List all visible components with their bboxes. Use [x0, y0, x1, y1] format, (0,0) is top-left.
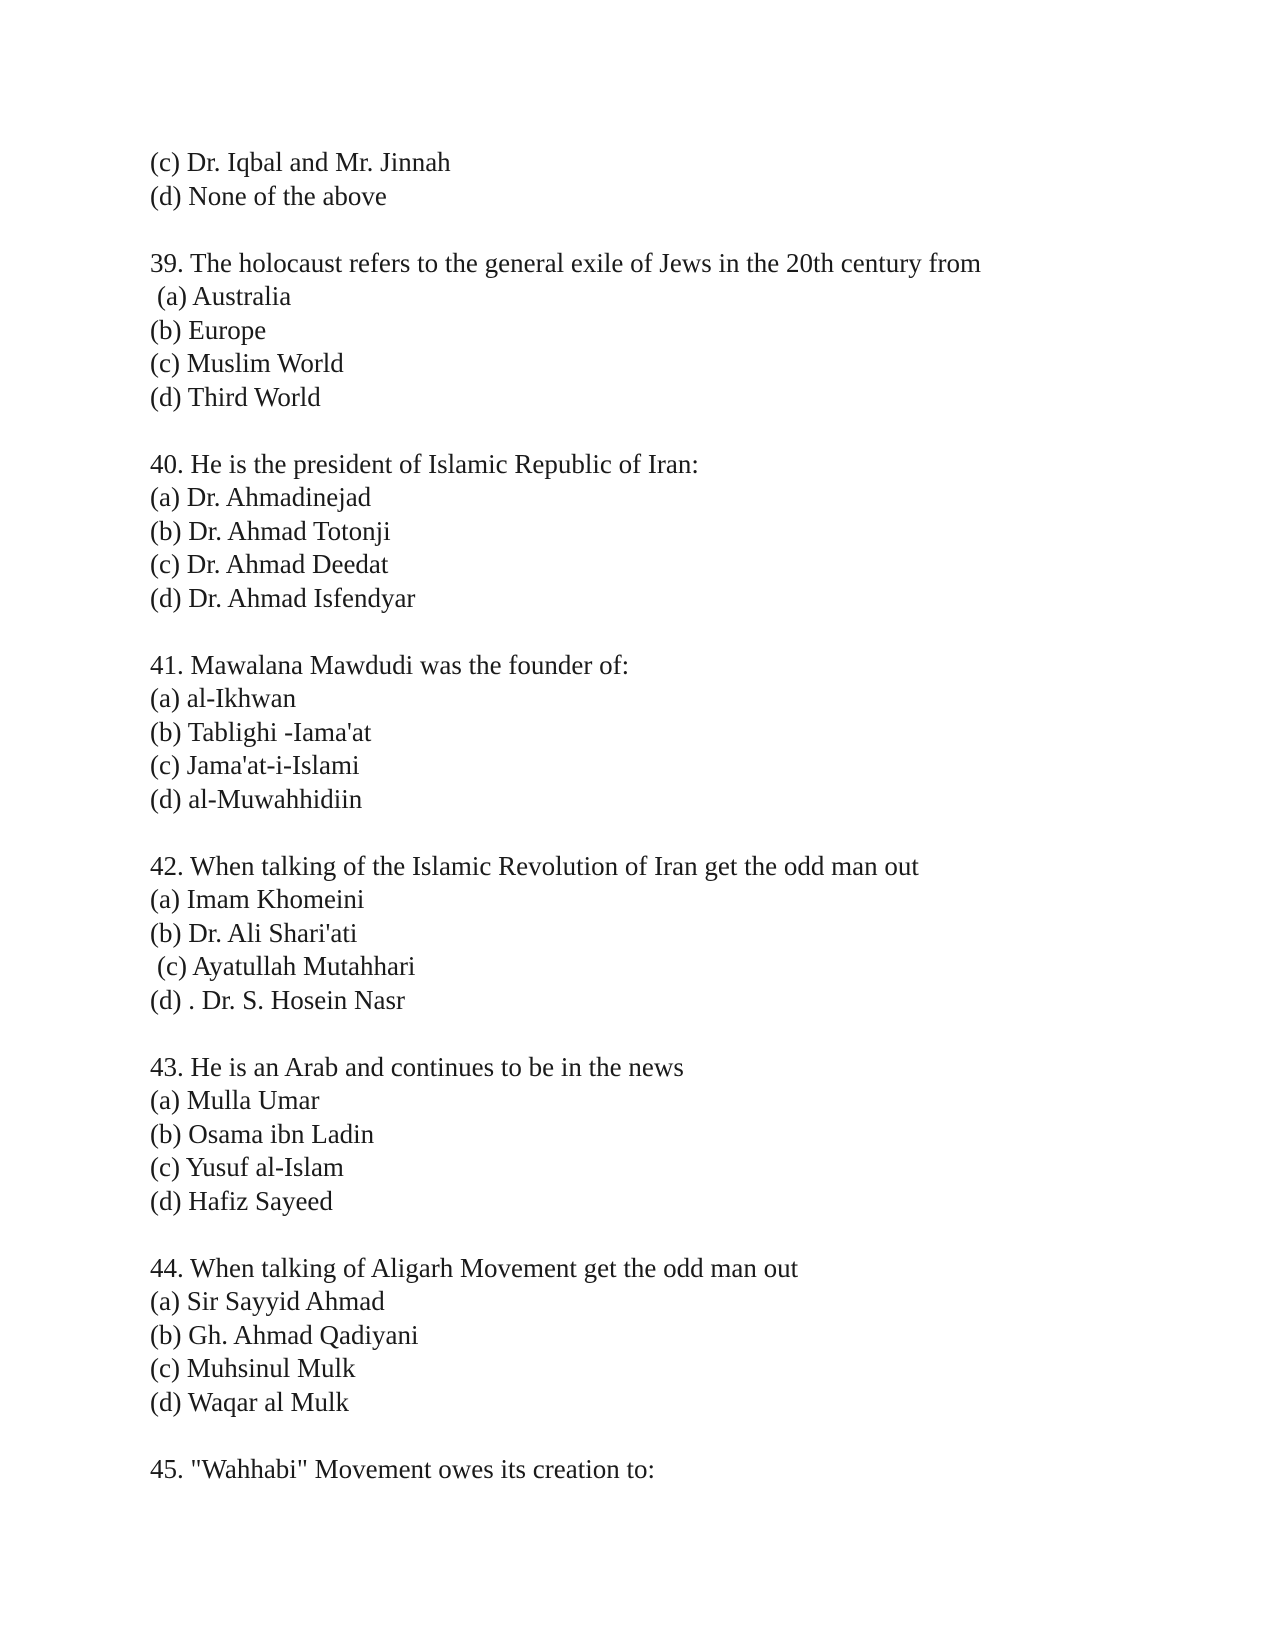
question-text: 45. "Wahhabi" Movement owes its creation to:	[150, 1453, 656, 1484]
question-39	[150, 247, 1230, 415]
option-d: (d) Third World	[150, 381, 321, 412]
question-text: 39. The holocaust refers to the general exile of Jews in the 20th century from	[150, 247, 981, 278]
option-a: (a) Dr. Ahmadinejad	[150, 482, 372, 512]
option-b: (b) Tablighi -Iama'at	[150, 716, 372, 747]
option-a: (a) Sir Sayyid Ahmad	[150, 1286, 385, 1316]
option-c: (c) Muhsinul Mulk	[150, 1353, 356, 1383]
question-40	[150, 448, 1230, 616]
option-c: (c) Dr. Iqbal and Mr. Jinnah	[150, 147, 451, 177]
option-d: (d) Waqar al Mulk	[150, 1386, 350, 1417]
carryover-options	[150, 146, 1230, 213]
page-content	[150, 146, 1230, 1486]
option-d: (d) Hafiz Sayeed	[150, 1185, 333, 1216]
option-d: (d) . Dr. S. Hosein Nasr	[150, 984, 405, 1015]
spacer	[150, 1419, 1230, 1453]
spacer	[150, 213, 1230, 247]
question-text: 44. When talking of Aligarh Movement get the odd man out	[150, 1252, 799, 1283]
spacer	[150, 414, 1230, 448]
question-42	[150, 850, 1230, 1018]
question-43	[150, 1051, 1230, 1219]
option-d: (d) None of the above	[150, 180, 387, 211]
spacer	[150, 816, 1230, 850]
option-b: (b) Gh. Ahmad Qadiyani	[150, 1319, 419, 1350]
question-45	[150, 1453, 1230, 1487]
option-c: (c) Jama'at-i-Islami	[150, 750, 360, 780]
option-a: (a) Mulla Umar	[150, 1085, 320, 1115]
question-text: 40. He is the president of Islamic Republic of Iran:	[150, 448, 699, 479]
option-b: (b) Osama ibn Ladin	[150, 1118, 375, 1149]
question-41	[150, 649, 1230, 817]
option-c: (c) Muslim World	[150, 348, 344, 378]
option-b: (b) Dr. Ahmad Totonji	[150, 515, 391, 546]
question-44	[150, 1252, 1230, 1420]
question-text: 42. When talking of the Islamic Revolution of Iran get the odd man out	[150, 850, 919, 881]
option-a: (a) Imam Khomeini	[150, 884, 365, 914]
option-d: (d) Dr. Ahmad Isfendyar	[150, 582, 416, 613]
spacer	[150, 1218, 1230, 1252]
option-a: (a) al-Ikhwan	[150, 683, 297, 713]
option-c: (c) Ayatullah Mutahhari	[157, 951, 416, 981]
question-text: 43. He is an Arab and continues to be in the news	[150, 1051, 684, 1082]
option-c: (c) Dr. Ahmad Deedat	[150, 549, 389, 579]
spacer	[150, 615, 1230, 649]
option-b: (b) Dr. Ali Shari'ati	[150, 917, 358, 948]
option-a: (a) Australia	[157, 281, 292, 311]
option-d: (d) al-Muwahhidiin	[150, 783, 363, 814]
option-c: (c) Yusuf al-Islam	[150, 1152, 344, 1182]
option-b: (b) Europe	[150, 314, 267, 345]
question-text: 41. Mawalana Mawdudi was the founder of:	[150, 649, 630, 680]
spacer	[150, 1017, 1230, 1051]
